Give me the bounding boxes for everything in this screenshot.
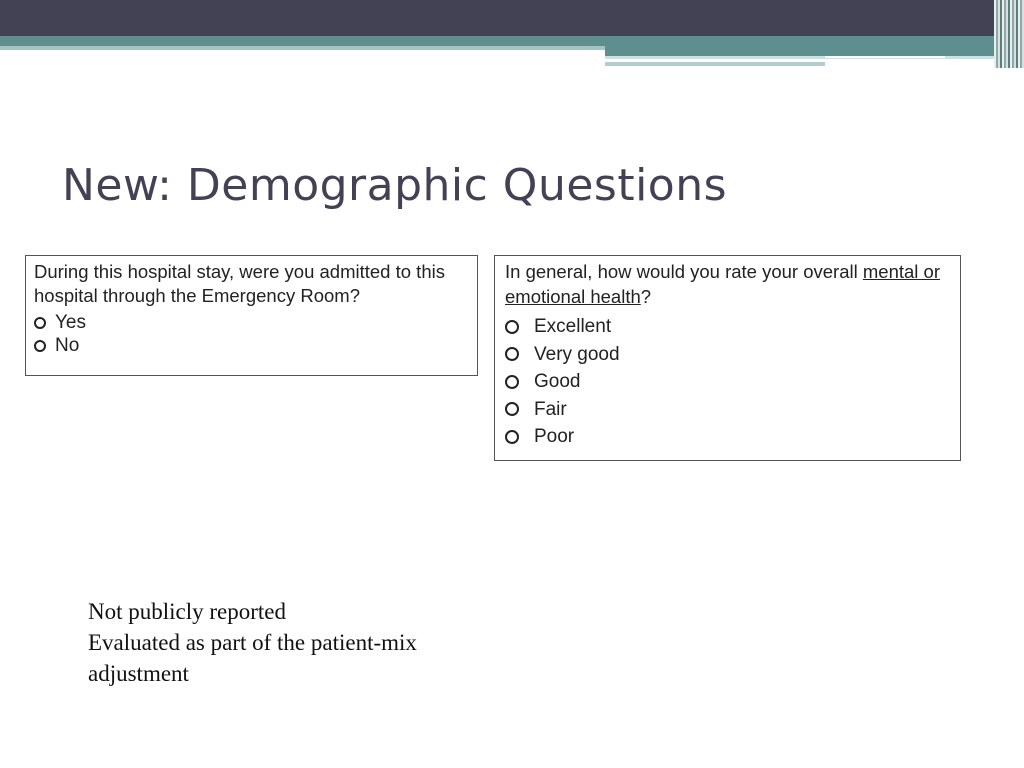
header-accent-line-white: [825, 56, 945, 58]
header-teal-bar: [0, 36, 1024, 46]
reporting-note: [88, 596, 417, 689]
note-line-2: Evaluated as part of the patient-mix: [88, 630, 417, 655]
question-text-start: In general, how would you rate your overall: [505, 261, 863, 282]
question-text: [505, 259, 950, 309]
question-text: During this hospital stay, were you admitted to this hospital through the Emergency Room?: [34, 261, 445, 306]
option-label: Fair: [534, 398, 567, 420]
radio-circle-icon[interactable]: [505, 375, 519, 389]
header-stripes: [994, 0, 1024, 68]
option-good[interactable]: [505, 368, 950, 396]
option-label: Yes: [55, 312, 86, 333]
header-dark-bar: [0, 0, 1024, 36]
option-label: Excellent: [534, 316, 612, 337]
option-label: Good: [534, 371, 581, 392]
radio-circle-icon[interactable]: [34, 340, 46, 352]
option-fair[interactable]: [505, 396, 950, 424]
option-excellent[interactable]: [505, 313, 950, 341]
question-text-underlined: mental or emotional health: [505, 261, 940, 307]
slide-title: New: Demographic Questions: [62, 160, 728, 211]
header-step-highlight: [605, 56, 1024, 59]
radio-circle-icon[interactable]: [505, 320, 519, 334]
option-yes[interactable]: [34, 311, 469, 334]
radio-circle-icon[interactable]: [505, 402, 519, 416]
option-very-good[interactable]: [505, 341, 950, 369]
option-label: No: [55, 335, 80, 356]
radio-circle-icon[interactable]: [34, 317, 46, 329]
radio-circle-icon[interactable]: [505, 430, 519, 444]
note-line-1: Not publicly reported: [88, 599, 287, 624]
option-poor[interactable]: [505, 423, 950, 451]
question-box-mental-health: [494, 255, 961, 461]
radio-circle-icon[interactable]: [505, 347, 519, 361]
header-accent-line: [605, 62, 825, 66]
question-box-emergency-room: [25, 255, 478, 376]
option-label: Very good: [534, 343, 620, 365]
note-line-3: adjustment: [88, 661, 189, 686]
header-light-bar: [0, 46, 605, 50]
header-step-bar: [605, 46, 1024, 56]
question-text-end: ?: [640, 286, 652, 307]
option-label: Poor: [534, 426, 575, 447]
option-no[interactable]: [34, 334, 469, 357]
